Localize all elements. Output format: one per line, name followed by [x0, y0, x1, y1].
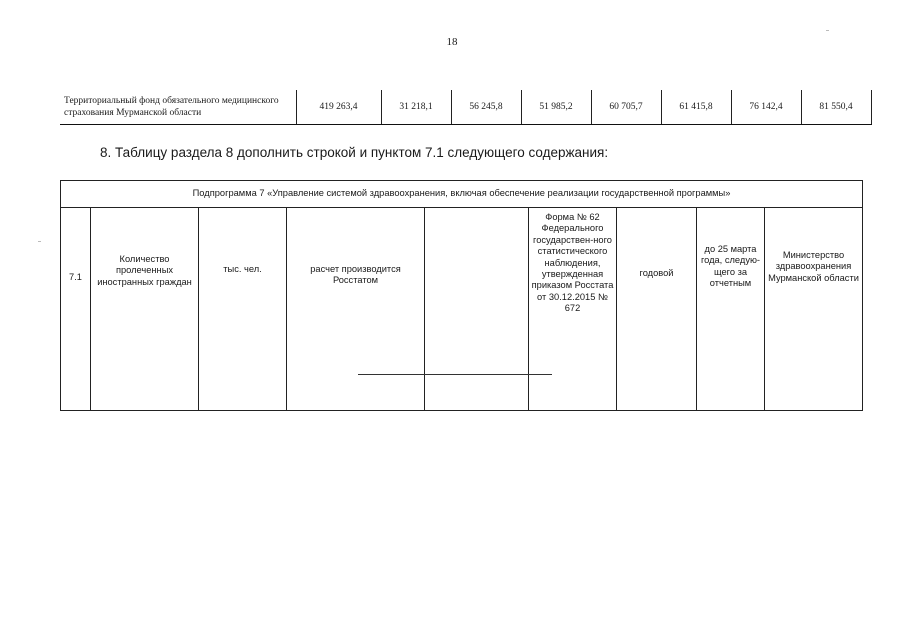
- end-separator-line: [358, 374, 552, 375]
- fund-financing-table: [60, 90, 872, 125]
- page-number: 18: [446, 36, 458, 48]
- unit-cell: тыс. чел.: [199, 208, 287, 411]
- scan-speck: [826, 30, 829, 31]
- calculation-method-cell: расчет производится Росстатом: [287, 208, 425, 411]
- subprogram-header-row: [61, 181, 863, 208]
- fund-value-cell: 76 142,4: [731, 90, 801, 125]
- subprogram-title: Подпрограмма 7 «Управление системой здравоохранения, включая обеспечение реализации государственной программы»: [61, 181, 863, 208]
- responsible-ministry-cell: Министерство здравоохранения Мурманской области: [765, 208, 863, 411]
- fund-value-cell: 56 245,8: [451, 90, 521, 125]
- fund-value-cell: 51 985,2: [521, 90, 591, 125]
- fund-name-cell: Территориальный фонд обязательного медицинского страхования Мурманской области: [60, 90, 296, 125]
- table-row: [61, 208, 863, 411]
- amendment-instruction: 8. Таблицу раздела 8 дополнить строкой и пунктом 7.1 следующего содержания:: [100, 145, 609, 160]
- empty-cell: [425, 208, 529, 411]
- subprogram-table: [60, 180, 863, 411]
- scan-speck: [38, 241, 41, 242]
- fund-value-cell: 419 263,4: [296, 90, 381, 125]
- item-number-cell: 7.1: [61, 208, 91, 411]
- indicator-cell: Количество пролеченных иностранных граждан: [91, 208, 199, 411]
- fund-value-cell: 31 218,1: [381, 90, 451, 125]
- deadline-cell: до 25 марта года, следую-щего за отчетным: [697, 208, 765, 411]
- fund-value-cell: 60 705,7: [591, 90, 661, 125]
- periodicity-cell: годовой: [617, 208, 697, 411]
- fund-row: [60, 90, 871, 125]
- fund-value-cell: 81 550,4: [801, 90, 871, 125]
- statistical-form-cell: Форма № 62 Федерального государствен-ного статистического наблюдения, утвержденная приказом Росстата от 30.12.2015 № 672: [529, 208, 617, 411]
- fund-value-cell: 61 415,8: [661, 90, 731, 125]
